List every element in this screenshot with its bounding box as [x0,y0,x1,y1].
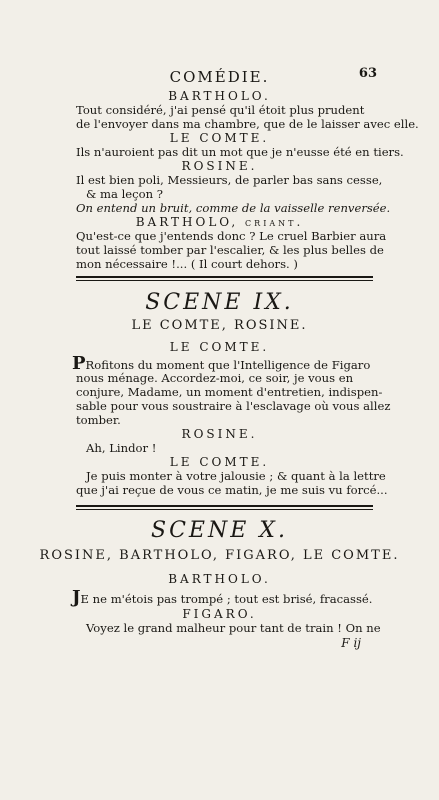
speaker-bartholo: BARTHOLO. [168,89,271,103]
scene-divider [76,505,373,510]
speech-line [72,353,371,374]
signature-mark: F ij [341,636,361,650]
scene-title: SCENE X. [151,518,288,543]
speech-line: nous ménage. Accordez-moi, ce soir, je vous en [76,371,354,385]
stage-direction: On entend un bruit, comme de la vaisselle renversée. [76,201,391,215]
speech-line: que j'ai reçue de vous ce matin, je me suis vu forcé... [76,483,388,497]
speech-line: Ah, Lindor ! [86,441,157,455]
scene-title: SCENE IX. [145,290,294,315]
page-number: 63 [358,66,377,81]
drop-cap: J [72,587,81,608]
speech-line: de l'envoyer dans ma chambre, que de le laisser avec elle. [76,117,419,131]
speech-line: mon nécessaire !... ( Il court dehors. ) [76,257,298,271]
scene-cast: ROSINE, BARTHOLO, FIGARO, LE COMTE. [39,548,400,563]
scene-divider [76,276,373,281]
speech-line: sable pour vous soustraire à l'esclavage où vous allez [76,399,391,413]
speech-line: Qu'est-ce que j'entends donc ? Le cruel Barbier aura [76,229,387,243]
speaker-le-comte: LE COMTE. [169,131,270,145]
speech-line: Voyez le grand malheur pour tant de train ! On ne [86,621,381,635]
speech-line: Il est bien poli, Messieurs, de parler bas sans cesse, [76,173,383,187]
speech-line: & ma leçon ? [86,187,164,201]
speaker-bartholo-criant: BARTHOLO, criant. [135,215,304,229]
scene-cast: LE COMTE, ROSINE. [131,318,308,333]
speech-line: Je puis monter à votre jalousie ; & quant à la lettre [86,469,386,483]
speech-text: Rofitons du moment que l'Intelligence de Figaro [85,358,371,372]
speaker-rosine: ROSINE. [181,159,258,173]
speech-line: Ils n'auroient pas dit un mot que je n'eusse été en tiers. [76,145,404,159]
speech-line: Tout considéré, j'ai pensé qu'il étoit plus prudent [76,103,365,117]
speech-line: tout laissé tomber par l'escalier, & les plus belles de [76,243,384,257]
speaker-le-comte: LE COMTE. [169,340,270,354]
speaker-figaro: FIGARO. [182,607,257,621]
speaker-bartholo: BARTHOLO. [168,572,271,586]
speaker-le-comte: LE COMTE. [169,455,270,469]
speaker-rosine: ROSINE. [181,427,258,441]
speech-line [72,587,373,608]
speech-line: conjure, Madame, un moment d'entretien, indispen- [76,385,383,399]
running-head: COMÉDIE. [169,68,270,86]
drop-cap: P [72,353,86,374]
speech-text: E ne m'étois pas trompé ; tout est brisé, fracassé. [80,592,373,606]
speech-line: tomber. [76,413,121,427]
